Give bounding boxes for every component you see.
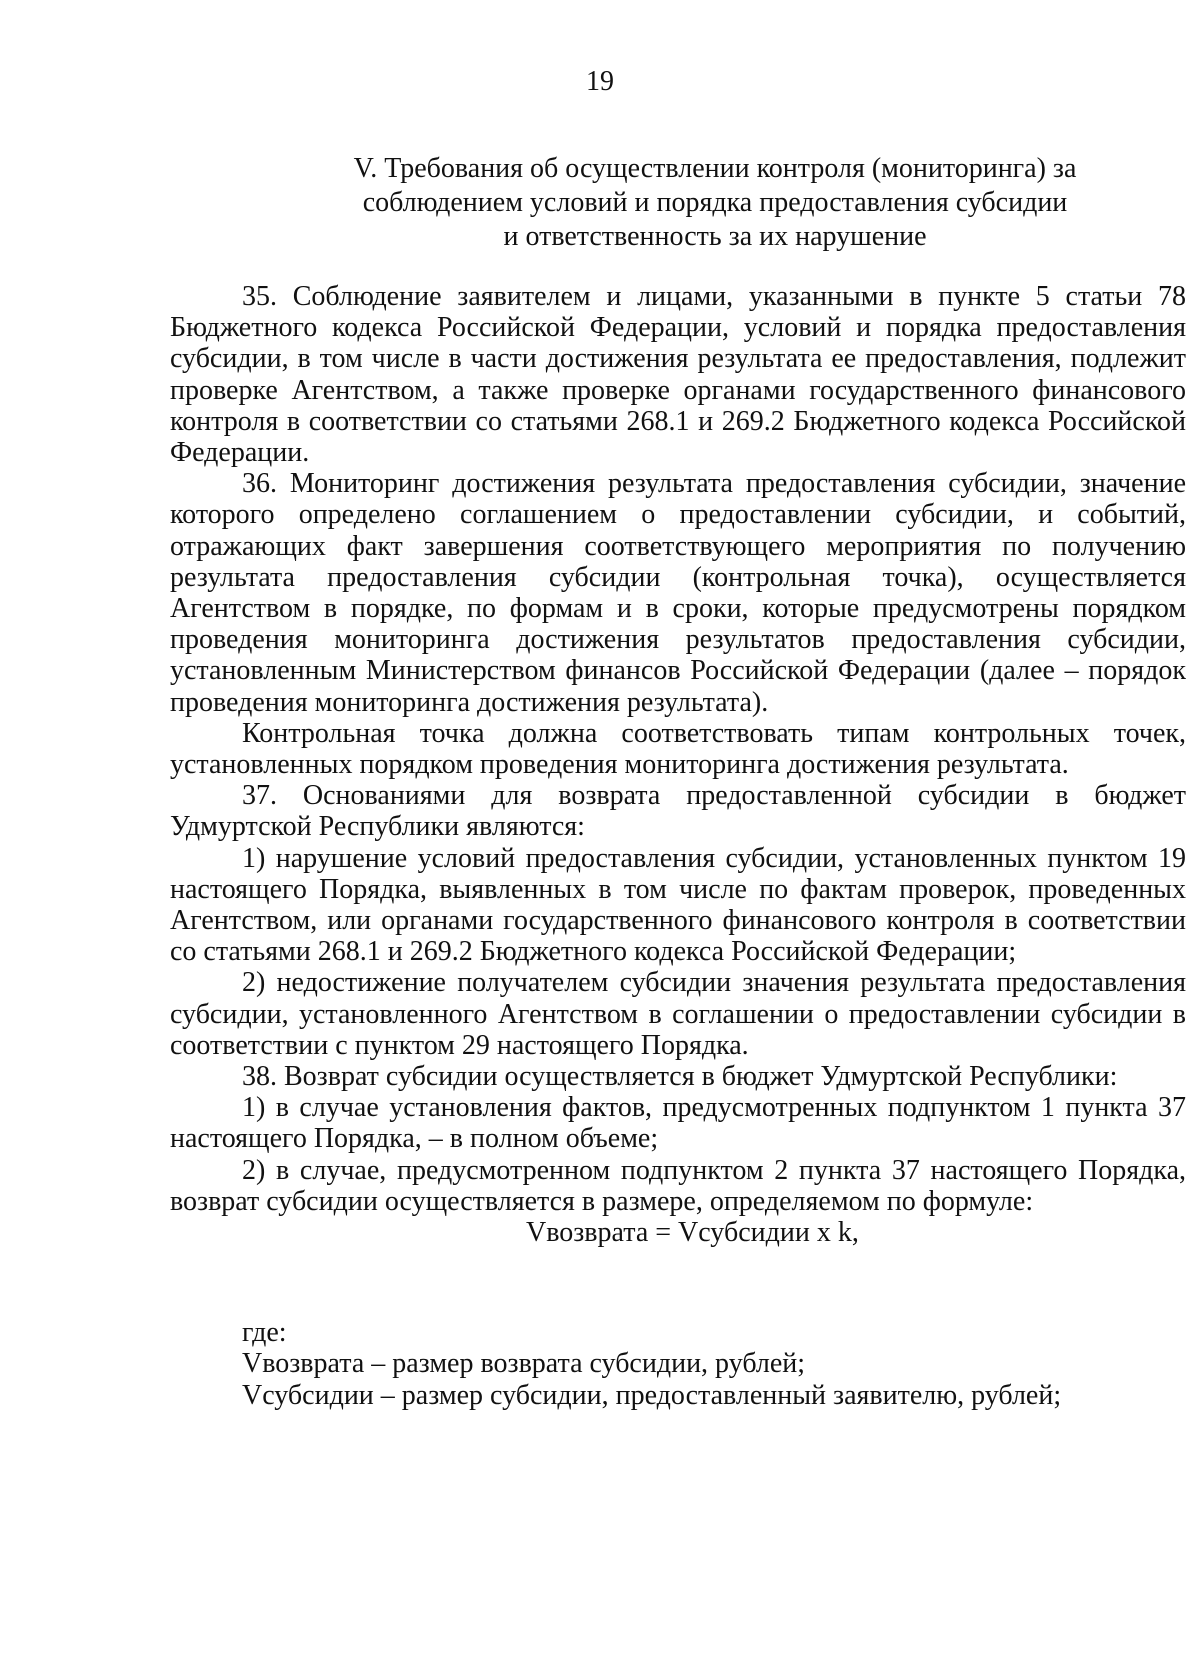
paragraph-37-item-1: 1) нарушение условий предоставления субсидии, установленных пунктом 19 настоящего Порядка, выявленных в том числе по фактам проверок, проведенных Агентством, или органами государственного финансового контроля в соответствии со статьями 268.1 и 269.2 Бюджетного кодекса Российской Федерации; — [170, 842, 1186, 968]
section-title-line: V. Требования об осуществлении контроля (мониторинга) за — [353, 153, 1077, 184]
paragraph-36: 36. Мониторинг достижения результата предоставления субсидии, значение которого определено соглашением о предоставлении субсидии, и событий, отражающих факт завершения соответствующего мероприятия по получению результата предоставления субсидии (контрольная точка), осуществляется Агентством в порядке, по формам и в сроки, которые предусмотрены порядком проведения мониторинга достижения результатов предоставления субсидии, установленным Министерством финансов Российской Федерации (далее – порядок проведения мониторинга достижения результата). — [170, 468, 1186, 718]
paragraph-37: 37. Основаниями для возврата предоставленной субсидии в бюджет Удмуртской Республики являются: — [170, 780, 1186, 843]
section-title-line: и ответственность за их нарушение — [503, 221, 927, 252]
paragraph-38-item-2: 2) в случае, предусмотренном подпунктом 2 пункта 37 настоящего Порядка, возврат субсидии осуществляется в размере, определяемом по формуле: — [170, 1154, 1186, 1217]
return-formula: Vвозврата = Vсубсидии x k, — [526, 1217, 859, 1249]
page-number: 19 — [586, 66, 614, 97]
paragraph-35: 35. Соблюдение заявителем и лицами, указанными в пункте 5 статьи 78 Бюджетного кодекса Российской Федерации, условий и порядка предоставления субсидии, в том числе в части достижения результата ее предоставления, подлежит проверке Агентством, а также проверке органами государственного финансового контроля в соответствии со статьями 268.1 и 269.2 Бюджетного кодекса Российской Федерации. — [170, 281, 1186, 469]
definition-v-subsidy: Vсубсидии – размер субсидии, предоставленный заявителю, рублей; — [242, 1379, 1062, 1411]
paragraph-38: 38. Возврат субсидии осуществляется в бюджет Удмуртской Республики: — [242, 1061, 1118, 1093]
definition-v-return: Vвозврата – размер возврата субсидии, рублей; — [242, 1348, 806, 1380]
paragraph-control-point: Контрольная точка должна соответствовать типам контрольных точек, установленных порядком проведения мониторинга достижения результата. — [170, 717, 1186, 781]
paragraph-37-item-2: 2) недостижение получателем субсидии значения результата предоставления субсидии, установленного Агентством в соглашении о предоставлении субсидии в соответствии с пунктом 29 настоящего Порядка. — [170, 967, 1186, 1061]
where-label: где: — [242, 1317, 287, 1349]
section-title — [250, 152, 1180, 254]
paragraph-38-item-1: 1) в случае установления фактов, предусмотренных подпунктом 1 пункта 37 настоящего Порядка, – в полном объеме; — [170, 1092, 1186, 1155]
section-title-line: соблюдением условий и порядка предоставления субсидии — [362, 187, 1068, 218]
document-body — [170, 281, 1186, 1411]
